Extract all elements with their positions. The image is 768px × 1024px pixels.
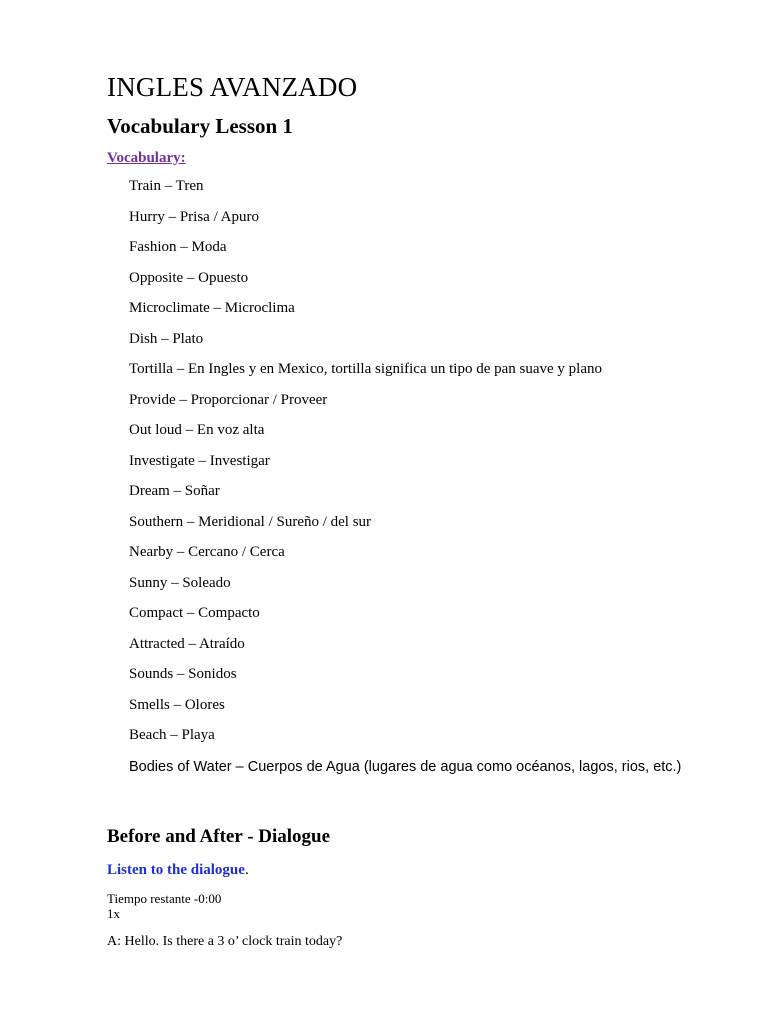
lesson-subtitle: Vocabulary Lesson 1 <box>107 114 293 138</box>
vocabulary-item: Provide – Proporcionar / Proveer <box>129 391 328 408</box>
vocabulary-item: Opposite – Opuesto <box>129 269 249 286</box>
vocabulary-item: Investigate – Investigar <box>129 452 270 469</box>
listen-suffix: . <box>244 862 249 878</box>
vocabulary-item: Dish – Plato <box>129 330 204 347</box>
vocabulary-item: Bodies of Water – Cuerpos de Agua (lugares de agua como océanos, lagos, rios, etc.) <box>129 758 682 775</box>
listen-dialogue-link[interactable]: Listen to the dialogue <box>107 862 245 878</box>
vocabulary-item: Smells – Olores <box>129 696 225 713</box>
vocabulary-item: Sunny – Soleado <box>129 574 231 591</box>
vocabulary-item: Nearby – Cercano / Cerca <box>129 544 285 560</box>
vocabulary-item: Tortilla – En Ingles y en Mexico, tortilla significa un tipo de pan suave y plano <box>129 361 603 377</box>
vocabulary-heading-link[interactable]: Vocabulary: <box>107 150 186 166</box>
audio-time-remaining: Tiempo restante -0:00 <box>107 891 222 906</box>
vocabulary-item: Out loud – En voz alta <box>129 422 265 438</box>
vocabulary-item: Fashion – Moda <box>129 239 227 255</box>
vocabulary-item: Microclimate – Microclima <box>129 300 295 316</box>
document-title: INGLES AVANZADO <box>107 72 358 102</box>
vocabulary-item: Hurry – Prisa / Apuro <box>129 208 259 225</box>
vocabulary-list <box>129 178 689 789</box>
vocabulary-item: Sounds – Sonidos <box>129 666 237 682</box>
dialogue-section-heading: Before and After - Dialogue <box>107 826 331 847</box>
vocabulary-item: Southern – Meridional / Sureño / del sur <box>129 513 372 530</box>
vocabulary-item: Compact – Compacto <box>129 605 260 621</box>
vocabulary-item: Attracted – Atraído <box>129 635 245 652</box>
vocabulary-item: Train – Tren <box>129 178 204 194</box>
audio-speed-button[interactable]: 1x <box>107 906 120 921</box>
dialogue-line: A: Hello. Is there a 3 o’ clock train today? <box>107 934 343 949</box>
listen-line <box>107 860 249 880</box>
vocabulary-item: Dream – Soñar <box>129 483 220 499</box>
vocabulary-item: Beach – Playa <box>129 727 215 743</box>
